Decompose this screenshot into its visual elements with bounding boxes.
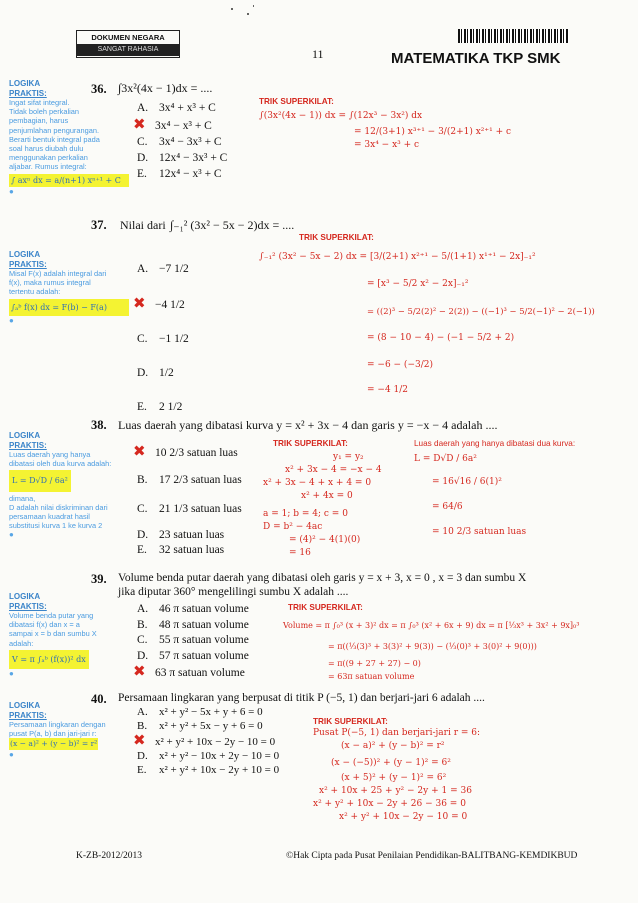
option-c: C. 55 π satuan volume [137,634,249,646]
sidebar-line: penjumlahan pengurangan. [9,125,99,135]
option-b: ✖ −4 1/2 [137,286,257,322]
option-c: C. −1 1/2 [137,333,189,345]
q36-sidebar [9,79,129,196]
barcode-icon [458,29,569,43]
option-a: A. 3x⁴ + x³ + C [137,102,216,114]
trick-title: TRIK SUPERKILAT: [313,717,388,726]
sidebar-line: Volume benda putar yang [9,611,94,620]
option-d: D. 12x⁴ − 3x³ + C [137,152,228,164]
option-e: E. x² + y² + 10x − 2y + 10 = 0 [137,764,280,776]
header-stamp [76,30,180,58]
trick-line: x² + 3x − 4 = −x − 4 [285,465,382,475]
trick-title: TRIK SUPERKILAT: [288,603,363,612]
q40-trick [313,716,613,824]
q36-number: 36. [91,82,107,96]
sidebar-line: Persamaan lingkaran dengan [9,720,106,729]
option-d: D. 23 satuan luas [137,529,225,541]
footer-code: K-ZB-2012/2013 [76,851,142,861]
trick-line: = π((9 + 27 + 27) − 0) [328,659,421,668]
option-a: ✖ 10 2/3 satuan luas [133,442,238,460]
trick-line: = 10 2/3 satuan luas [432,527,527,537]
trick-line: x² + 3x − 4 + x + 4 = 0 [263,478,372,488]
trick-line: = (4)² − 4(1)(0) [289,535,361,545]
q38-trick [263,438,413,560]
q38-options [133,441,267,558]
trick-title: TRIK SUPERKILAT: [259,97,334,106]
trick-line: = (8 − 10 − 4) − (−1 − 5/2 + 2) [367,333,515,343]
option-a: A. 46 π satuan volume [137,603,249,615]
sidebar-line: dimana, [9,493,36,503]
scan-speck [231,8,233,10]
stamp-top: DOKUMEN NEGARA [91,33,165,42]
sidebar-head: PRAKTIS: [9,440,47,450]
stamp-bottom: SANGAT RAHASIA [77,44,179,56]
trick-line: = 64/6 [432,502,463,512]
q37-options [133,252,257,424]
trick-line: ∫(3x²(4x − 1)) dx = ∫(12x³ − 3x²) dx [259,111,423,121]
q39-stem: Volume benda putar daerah yang dibatasi oleh garis y = x + 3, x = 0 , x = 3 dan sumbu X [118,572,527,584]
trick-line: y₁ = y₂ [333,452,364,462]
q38-number: 38. [91,418,107,432]
option-c: ✖ x² + y² + 10x − 2y − 10 = 0 [133,731,276,749]
q37-trick [259,232,629,397]
sidebar-line: Berarti bentuk integral pada [9,134,100,144]
trick-line: x² + y² + 10x − 2y + 26 − 36 = 0 [313,799,466,809]
option-e: ✖ 63 π satuan volume [133,662,245,680]
trick-line: (x − a)² + (y − b)² = r² [341,741,445,751]
sidebar-line: adalah: [9,638,34,648]
trick-line: D = b² − 4ac [263,522,323,532]
sidebar-line: substitusi kurva 1 ke kurva 2 [9,521,103,531]
sidebar-line: dibatasi f(x) dan x = a [9,620,80,630]
sidebar-formula: (x − a)² + (y − b)² = r² [10,739,98,749]
sidebar-head: PRAKTIS: [9,88,47,98]
option-b: B. 48 π satuan volume [137,618,249,631]
cross-mark-icon: ✖ [133,442,146,460]
sidebar-formula: ∫ₐᵇ f(x) dx = F(b) − F(a) [9,299,129,316]
q38-stem: Luas daerah yang dibatasi kurva y = x² + 3x − 4 dan garis y = −x − 4 adalah .... [118,418,498,432]
q36-options [133,100,262,182]
trick-line: = −6 − (−3/2) [367,360,433,370]
sidebar-line: persamaan kuadrat hasil [9,512,90,522]
q37-sidebar [9,250,129,325]
trick-line: (x − (−5))² + (y − 1)² = 6² [331,758,451,768]
option-e: E. 2 1/2 [137,401,183,413]
cross-mark-icon: ✖ [133,294,146,312]
cross-mark-icon: ✖ [133,662,146,680]
option-c: C. 21 1/3 satuan luas [137,503,242,515]
trick-line: x² + 10x + 25 + y² − 2y + 1 = 36 [319,786,472,796]
sidebar-line: tertentu adalah: [9,287,61,297]
trick-line: = [x³ − 5/2 x² − 2x]₋₁² [367,279,469,289]
sidebar-line: soal harus diubah dulu [9,144,84,154]
q39-options [133,602,267,682]
q40-sidebar [9,701,129,759]
bullet-icon: ● [9,749,14,759]
trick-line: = 3x⁴ − x³ + c [354,140,420,150]
sidebar-line: dibatasi oleh dua kurva adalah: [9,459,112,469]
bullet-icon: ● [9,186,14,196]
trick-line: = 16 [289,548,311,558]
q39-stem2: jika diputar 360° mengelilingi sumbu X adalah .... [118,586,349,598]
sidebar-head: LOGIKA [9,701,41,710]
q39-sidebar [9,592,129,678]
sidebar-head: PRAKTIS: [9,601,47,611]
sidebar-head: LOGIKA [9,250,41,259]
page-number: 11 [312,47,324,61]
trick-title: TRIK SUPERKILAT: [299,233,374,242]
trick-line: L = D√D / 6a² [414,454,477,464]
q40-options [133,705,302,777]
q37-number: 37. [91,218,107,232]
bullet-icon: ● [9,669,14,679]
sidebar-formula: V = π ∫ₐᵇ (f(x))² dx [9,650,89,669]
q40-stem: Persamaan lingkaran yang berpusat di titik P (−5, 1) dan berjari-jari 6 adalah .... [118,692,485,704]
q36-stem: ∫3x²(4x − 1)dx = .... [118,81,213,95]
q38-sidebar [9,431,134,540]
option-c: C. 3x⁴ − 3x³ + C [137,136,222,148]
sidebar-line: pusat P(a, b) dan jari-jari r: [9,729,97,739]
trick-line: = ((2)³ − 5/2(2)² − 2(2)) − ((−1)³ − 5/2(−1)² − 2(−1)) [367,306,595,316]
sidebar-head: LOGIKA [9,431,41,440]
cross-mark-icon: ✖ [133,731,146,749]
sidebar-head: PRAKTIS: [9,259,47,269]
trick-line: = −4 1/2 [367,385,409,395]
sidebar-line: Ingat sifat integral. [9,98,70,107]
trick-line: Pusat P(−5, 1) dan berjari-jari r = 6: [313,728,481,738]
scan-speck [247,13,249,15]
sidebar-line: aljabar. Rumus integral: [9,162,87,172]
q39-number: 39. [91,572,107,586]
option-d: D. 57 π satuan volume [137,649,249,662]
sidebar-line: sampai x = b dan sumbu X [9,629,97,639]
q38-trick-right [414,438,624,539]
option-d: D. x² + y² − 10x + 2y − 10 = 0 [137,750,280,762]
q37-stem: ∫₋₁² (3x² − 5x − 2)dx = .... [170,218,295,232]
trick-line: = π((⅓(3)³ + 3(3)² + 9(3)) − (⅓(0)³ + 3(0)² + 9(0))) [328,642,537,651]
option-b: B. 17 2/3 satuan luas [137,474,242,486]
sidebar-head: PRAKTIS: [9,710,47,720]
bullet-icon: ● [9,530,14,540]
q40-number: 40. [91,692,107,706]
sidebar-line: Luas daerah yang hanya [9,450,91,459]
sidebar-line: Tidak boleh perkalian [9,107,79,117]
trick-line: (x + 5)² + (y − 1)² = 6² [341,773,447,783]
trick-line: ∫₋₁² (3x² − 5x − 2) dx = [3/(2+1) x²⁺¹ − 5/(1+1) x¹⁺¹ − 2x]₋₁² [259,252,536,262]
trick-line: a = 1; b = 4; c = 0 [263,509,348,519]
sidebar-line: f(x), maka rumus integral [9,278,91,288]
sidebar-line: menggunakan perkalian [9,153,88,163]
sidebar-head: LOGIKA [9,79,41,88]
sidebar-head: LOGIKA [9,592,41,601]
sidebar-line: Misal F(x) adalah integral dari [9,269,107,278]
sidebar-line: D adalah nilai diskriminan dari [9,502,108,512]
option-e: E. 12x⁴ − x³ + C [137,168,222,180]
footer-copyright: ©Hak Cipta pada Pusat Penilaian Pendidikan-BALITBANG-KEMDIKBUD [286,851,578,861]
sidebar-formula: ∫ axⁿ dx = a/(n+1) xⁿ⁺¹ + C [9,174,129,187]
subject-title: MATEMATIKA TKP SMK [391,50,561,67]
trick-title: TRIK SUPERKILAT: [273,439,348,448]
option-b: B. x² + y² + 5x − y + 6 = 0 [137,720,263,732]
trick-line: x² + 4x = 0 [301,491,353,501]
scan-speck [253,5,254,7]
bullet-icon: ● [9,315,14,325]
q37-stem-pre: Nilai dari [120,218,166,232]
option-d: D. 1/2 [137,367,174,379]
trick-line: = 63π satuan volume [328,672,415,681]
option-a: A. x² + y² − 5x + y + 6 = 0 [137,706,263,718]
cross-mark-icon: ✖ [133,115,146,133]
trick-line: Volume = π ∫₀³ (x + 3)² dx = π ∫₀³ (x² + 6x + 9) dx = π [⅓x³ + 3x² + 9x]₀³ [283,621,580,630]
sidebar-line: pembagian, harus [9,116,69,126]
trick-line: x² + y² + 10x − 2y − 10 = 0 [339,812,468,822]
trick-line: = 16√16 / 6(1)² [432,477,502,487]
q36-trick [259,96,589,152]
option-a: A. −7 1/2 [137,263,189,275]
sidebar-formula: L = D√D / 6a² [9,470,71,491]
q39-trick [283,602,628,683]
trick-line: = 12/(3+1) x³⁺¹ − 3/(2+1) x²⁺¹ + c [354,127,512,137]
option-b: ✖ 3x⁴ − x³ + C [133,115,212,133]
option-e: E. 32 satuan luas [137,544,225,556]
trick-subtitle: Luas daerah yang hanya dibatasi dua kurva: [414,439,576,448]
